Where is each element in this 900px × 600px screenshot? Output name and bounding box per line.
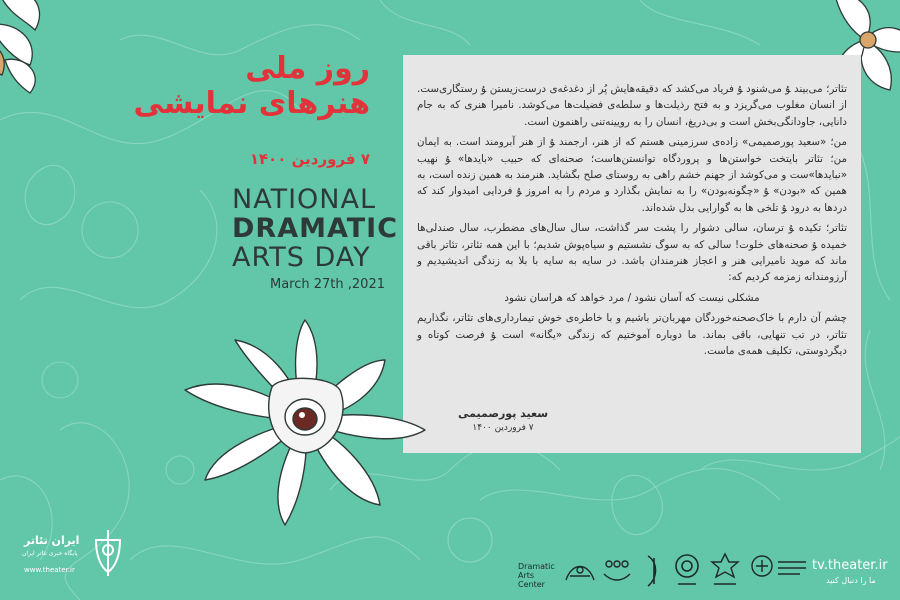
- message-paragraph-3: تئاتر؛ تکیده ﯘ ترسان، سالی دشوار را پشت سر گذاشت، سال سال‌های مضطرب، سال صندلی‌ها خمیده ﯘ صحنه‌های خلوت! سالی که به سوگ نشستیم و سیاه‌پوش شدیم؛ با این همه تئاتر، تئاتر باقی ماند که موید نامیرایی هنر و اعجاز هنرمندان باشد. در سایه به سایه با بلا به زندگی اندیشیدیم و آرزومندانه زمزمه کردیم که:: [417, 222, 847, 284]
- narcissus-flower-illustration: [180, 315, 430, 530]
- sponsor-logo-2-icon: [600, 556, 634, 588]
- tv-website-link[interactable]: tv.theater.ir: [812, 558, 888, 573]
- sponsor-logo-4-icon: [672, 552, 702, 590]
- sponsor-logo-6-icon: [748, 552, 808, 590]
- message-paragraph-2: من؛ «سعید پورصمیمی» زاده‌ی سرزمینی هستم که از هنر، ارجمند ﯘ از هنر آبرومند است. به ایمان من؛ تئاتر بایتخت خواستن‌ها و پروردگاه توانستن‌هاست؛ صحنه‌ای که حبیب «بایدها» ﯘ نهیب «نبایدها»ست و می‌کوشد از جهنم خشم راهی به روستای صلح بگشاید. هنرمند به همین زنده است، به همین که «بودن» ﯘ «چگونه‌بودن» را به نمایش بگذارد و مردم را به امروز ﯘ فردایی امیدوار کند که دردها به درود ﯘ تلخی ها به گوارایی بدل شده‌اند.: [417, 136, 847, 214]
- message-paragraph-1: تئاتر؛ می‌بیند ﯘ می‌شنود ﯘ فریاد می‌کشد که دقیقه‌هایش پُر از دغدغه‌ی درست‌زیستن ﯘ رستگاری‌ست. از انسان مغلوب می‌گریزد و به فتح رذیلت‌ها و سلطه‌ی فضیلت‌ها می‌کوشد. نامیرا هنری که به جام دانایی، جاودانگی‌بخش است و بی‌دریغ، انسان را به رویینه‌تنی راهنمون است.: [417, 83, 847, 128]
- persian-title-line2: هنرهای نمایشی: [133, 85, 370, 121]
- signature-date: ۷ فروردین ۱۴۰۰: [472, 423, 534, 433]
- dramatic-arts-center-logo: Dramatic Arts Center: [518, 562, 555, 589]
- english-title-line1: NATIONAL: [232, 184, 376, 215]
- message-verse: مشکلی نیست که آسان نشود / مرد خواهد که هراسان نشود: [504, 291, 760, 304]
- logo-url: www.theater.ir: [24, 566, 75, 574]
- iran-theater-logo[interactable]: [18, 528, 130, 578]
- message-body: [417, 81, 847, 364]
- sponsor-logo-3-icon: [642, 552, 664, 590]
- english-title-line3: ARTS DAY: [232, 242, 371, 274]
- sponsor-logo-1-icon: [562, 556, 598, 588]
- message-card: [403, 55, 861, 453]
- persian-title-line1: روز ملی: [245, 51, 370, 86]
- logo-subtitle: پایگاه خبری تئاتر ایران: [22, 550, 78, 557]
- english-date: March 27th ,2021: [270, 277, 385, 292]
- persian-title: [110, 52, 370, 121]
- theater-emblem-icon: [90, 528, 126, 578]
- sponsor-logo-5-icon: [708, 552, 742, 590]
- message-paragraph-4: چشم آن دارم با خاک‌صحنه‌خوردگان مهربان‌تر باشیم و با خاطره‌ی خوش تیمارداری‌های تئاتر، نگذاریم تئاتر، در تب تنهایی، باقی بماند. ما دوباره آموختیم که زندگی «یگانه» است ﯘ فرصت کوتاه و دیگردوستی، تکلیف همه‌ی ماست.: [417, 312, 847, 358]
- follow-us-caption: ما را دنبال کنید: [826, 576, 876, 585]
- english-title: [232, 185, 398, 272]
- flower-top-left-illustration: [0, 0, 60, 95]
- logo-title: ایران تئاتر: [24, 534, 80, 547]
- signature-name: سعید پورصمیمی: [457, 407, 549, 420]
- english-title-line2: DRAMATIC: [232, 213, 399, 245]
- signature: [443, 407, 563, 433]
- persian-date: ۷ فروردین ۱۴۰۰: [249, 150, 370, 168]
